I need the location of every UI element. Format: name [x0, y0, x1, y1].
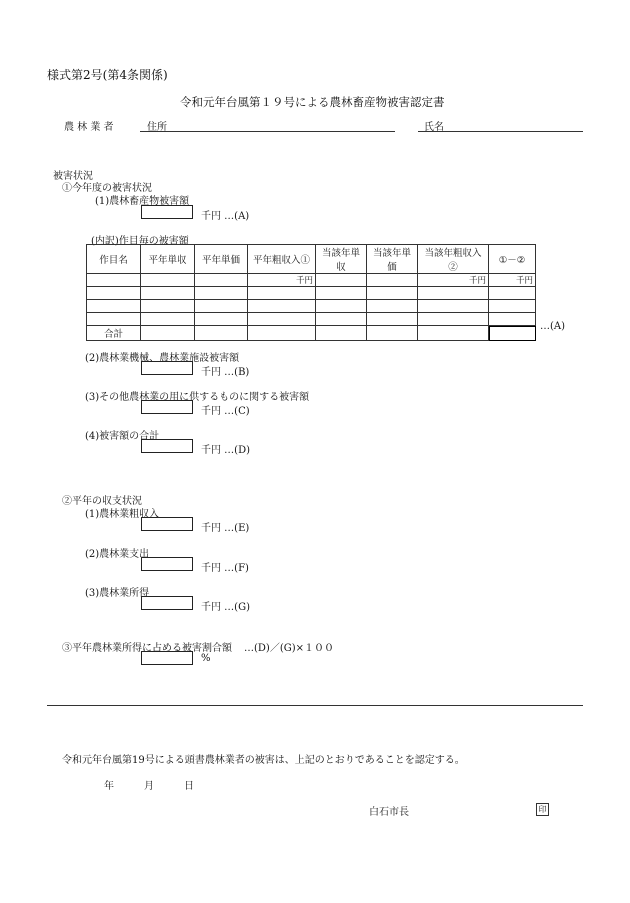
- machinery-damage-unit: 千円 …(B): [201, 367, 250, 378]
- table-cell[interactable]: [489, 313, 536, 326]
- table-cell[interactable]: [248, 287, 316, 300]
- damage-ratio-heading: ③平年農林業所得に占める被害割合額: [62, 643, 232, 654]
- col-normal-yield: 平年単収: [141, 245, 195, 274]
- col-difference: ①－②: [489, 245, 536, 274]
- gross-income-label: (1)農林業粗収入: [85, 509, 160, 520]
- name-label: 氏名: [424, 122, 444, 133]
- net-income-unit: 千円 …(G): [201, 602, 250, 613]
- crop-breakdown-table: [86, 244, 536, 341]
- net-income-label: (3)農林業所得: [85, 588, 150, 599]
- col-crop-name: 作目名: [87, 245, 141, 274]
- other-damage-input[interactable]: [141, 400, 193, 414]
- table-cell[interactable]: [141, 300, 195, 313]
- current-year-heading: ①今年度の被害状況: [62, 183, 152, 194]
- total-suffix: …(A): [540, 321, 566, 332]
- crop-damage-input[interactable]: [141, 205, 193, 219]
- table-cell[interactable]: [367, 326, 418, 341]
- table-cell[interactable]: [489, 287, 536, 300]
- other-damage-unit: 千円 …(C): [201, 406, 250, 417]
- table-header-row: [87, 245, 536, 274]
- table-cell[interactable]: [248, 313, 316, 326]
- damage-ratio-input[interactable]: [141, 651, 193, 665]
- table-cell[interactable]: [141, 287, 195, 300]
- crop-damage-unit: 千円 …(A): [201, 211, 250, 222]
- table-cell[interactable]: [87, 274, 141, 287]
- table-cell[interactable]: [418, 313, 489, 326]
- seal-box: 印: [536, 803, 549, 816]
- table-cell[interactable]: [248, 326, 316, 341]
- table-cell[interactable]: [418, 326, 489, 341]
- table-cell[interactable]: [195, 313, 248, 326]
- table-cell[interactable]: [195, 300, 248, 313]
- total-label: 合計: [87, 326, 141, 341]
- breakdown-label: (内訳)作目毎の被害額: [91, 236, 189, 247]
- net-income-input[interactable]: [141, 596, 193, 610]
- section-divider: [47, 705, 583, 706]
- table-cell[interactable]: [489, 300, 536, 313]
- total-damage-input[interactable]: [141, 439, 193, 453]
- expenses-unit: 千円 …(F): [201, 563, 249, 574]
- table-cell[interactable]: [367, 313, 418, 326]
- col-current-yield: 当該年単収: [316, 245, 367, 274]
- table-cell[interactable]: [316, 300, 367, 313]
- crop-damage-label: (1)農林畜産物被害額: [95, 196, 190, 207]
- table-cell[interactable]: [316, 287, 367, 300]
- damage-ratio-unit: %: [201, 653, 211, 664]
- gross-income-input[interactable]: [141, 517, 193, 531]
- table-cell[interactable]: [195, 274, 248, 287]
- table-row: [87, 274, 536, 287]
- total-damage-label: (4)被害額の合計: [85, 431, 160, 442]
- unit-cell[interactable]: 千円: [248, 274, 316, 287]
- damage-status-heading: 被害状況: [53, 171, 93, 182]
- machinery-damage-label: (2)農林業機械、農林業施設被害額: [85, 353, 240, 364]
- expenses-input[interactable]: [141, 557, 193, 571]
- table-cell[interactable]: [367, 300, 418, 313]
- unit-cell[interactable]: 千円: [418, 274, 489, 287]
- table-cell[interactable]: [418, 300, 489, 313]
- document-title: 令和元年台風第１９号による農林畜産物被害認定書: [180, 95, 445, 109]
- total-difference-cell[interactable]: [489, 326, 536, 341]
- form-id: 様式第2号(第4条関係): [47, 68, 168, 82]
- col-current-price: 当該年単価: [367, 245, 418, 274]
- table-row: [87, 313, 536, 326]
- table-cell[interactable]: [367, 287, 418, 300]
- table-cell[interactable]: [316, 313, 367, 326]
- table-row: [87, 300, 536, 313]
- certification-text: 令和元年台風第19号による頭書農林業者の被害は、上記のとおりであることを認定する。: [62, 755, 465, 766]
- date-month: 月: [144, 781, 154, 792]
- table-cell[interactable]: [248, 300, 316, 313]
- farmer-label: 農 林 業 者: [64, 122, 114, 133]
- table-cell[interactable]: [87, 300, 141, 313]
- gross-income-unit: 千円 …(E): [201, 523, 250, 534]
- table-total-row: [87, 326, 536, 341]
- date-year: 年: [104, 781, 114, 792]
- table-cell[interactable]: [367, 274, 418, 287]
- table-cell[interactable]: [195, 287, 248, 300]
- signer-title: 白石市長: [369, 807, 409, 818]
- col-current-income: 当該年粗収入②: [418, 245, 489, 274]
- address-line[interactable]: [140, 131, 395, 132]
- table-cell[interactable]: [316, 326, 367, 341]
- col-normal-income: 平年粗収入①: [248, 245, 316, 274]
- table-cell[interactable]: [87, 313, 141, 326]
- table-cell[interactable]: [418, 287, 489, 300]
- table-cell[interactable]: [141, 313, 195, 326]
- table-cell[interactable]: [195, 326, 248, 341]
- unit-cell[interactable]: 千円: [489, 274, 536, 287]
- total-damage-unit: 千円 …(D): [201, 445, 250, 456]
- normal-year-heading: ②平年の収支状況: [62, 496, 142, 507]
- name-line[interactable]: [418, 131, 583, 132]
- col-normal-price: 平年単価: [195, 245, 248, 274]
- table-cell[interactable]: [141, 326, 195, 341]
- table-cell[interactable]: [87, 287, 141, 300]
- address-label: 住所: [147, 122, 167, 133]
- machinery-damage-input[interactable]: [141, 361, 193, 375]
- table-row: [87, 287, 536, 300]
- other-damage-label: (3)その他農林業の用に供するものに関する被害額: [85, 392, 310, 403]
- damage-ratio-formula: …(D)／(G)×１００: [244, 643, 334, 654]
- date-day: 日: [184, 781, 194, 792]
- table-cell[interactable]: [316, 274, 367, 287]
- table-cell[interactable]: [141, 274, 195, 287]
- expenses-label: (2)農林業支出: [85, 549, 150, 560]
